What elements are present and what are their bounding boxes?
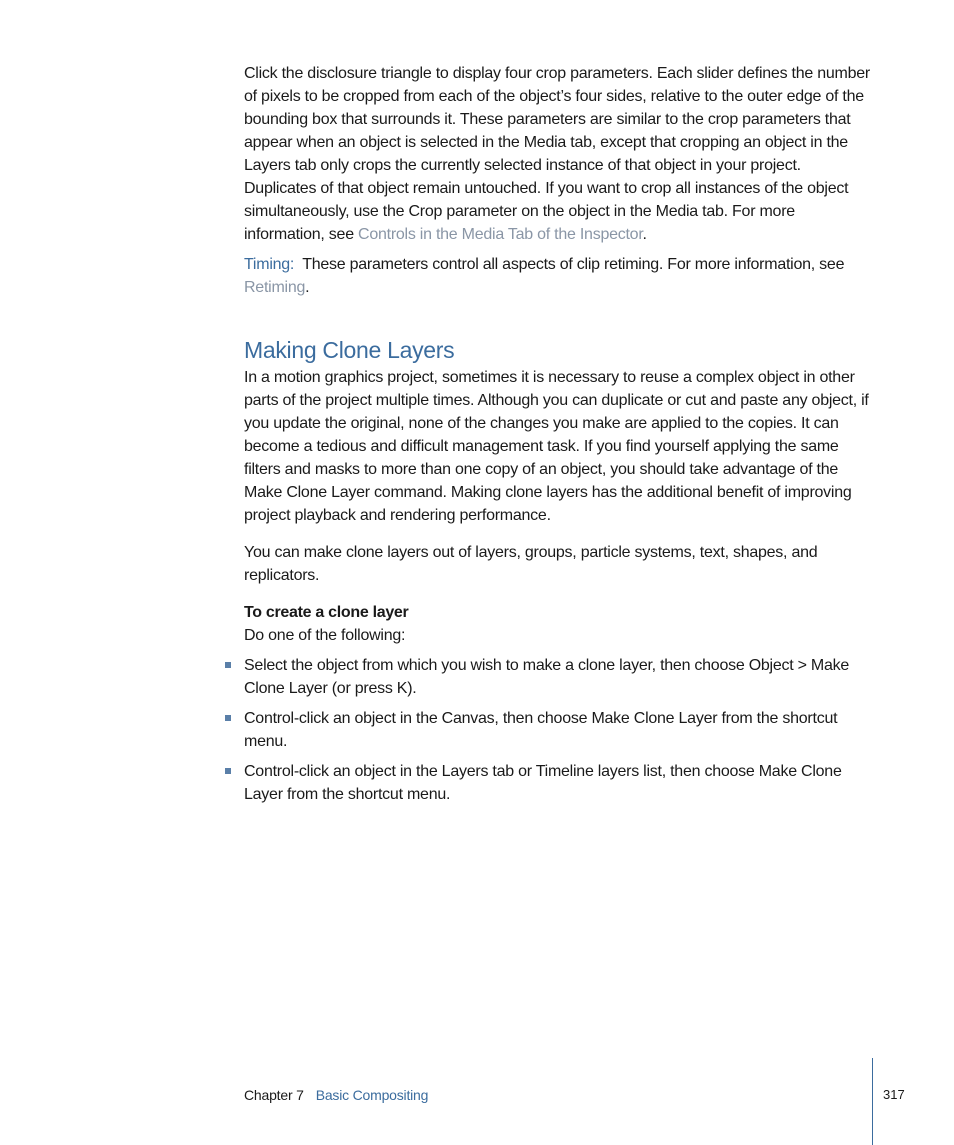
list-item: [244, 760, 876, 806]
replicators-paragraph: You can make clone layers out of layers, groups, particle systems, text, shapes, and replicators.: [244, 544, 818, 584]
bullet-square-icon: [225, 662, 231, 668]
task-steps-list: [244, 654, 876, 806]
footer-divider: [872, 1058, 873, 1145]
bullet-square-icon: [225, 715, 231, 721]
media-tab-controls-link[interactable]: Controls in the Media Tab of the Inspector: [358, 226, 643, 243]
task-lead: Do one of the following:: [244, 627, 406, 644]
list-item: [244, 654, 876, 700]
crop-paragraph-end: .: [642, 226, 647, 243]
intro-paragraph: In a motion graphics project, sometimes it is necessary to reuse a complex object in other parts of the project multiple times. Although you can duplicate or cut and paste any object, if you update the original, none of the changes you make are applied to the copies. It can become a tedious and difficult management task. If you find yourself applying the same filters and masks to more than one copy of an object, you should take advantage of the Make Clone Layer command. Making clone layers has the additional benefit of improving project playback and rendering performance.: [244, 369, 869, 524]
list-item-text: Control-click an object in the Canvas, then choose Make Clone Layer from the shortcut menu.: [244, 710, 838, 750]
section-heading: Making Clone Layers: [244, 337, 455, 363]
page-footer: [244, 1086, 428, 1104]
list-item: [244, 707, 876, 753]
page-number: 317: [883, 1087, 905, 1102]
list-item-text: Control-click an object in the Layers tab or Timeline layers list, then choose Make Clone Layer from the shortcut menu.: [244, 763, 842, 803]
bullet-square-icon: [225, 768, 231, 774]
crop-paragraph-text: Click the disclosure triangle to display four crop parameters. Each slider defines the number of pixels to be cropped from each of the object’s four sides, relative to the outer edge of the bounding box that surrounds it. These parameters are similar to the crop parameters that appear when an object is selected in the Media tab, except that cropping an object in the Layers tab only crops the currently selected instance of that object in your project. Duplicates of that object remain untouched. If you want to crop all instances of the object simultaneously, use the Crop parameter on the object in the Media tab. For more information, see: [244, 65, 870, 243]
timing-term: Timing:: [244, 256, 295, 273]
task-title: To create a clone layer: [244, 604, 409, 621]
retiming-link[interactable]: Retiming: [244, 279, 306, 296]
list-item-text: Select the object from which you wish to make a clone layer, then choose Object > Make Clone Layer (or press K).: [244, 657, 850, 697]
timing-paragraph-text: These parameters control all aspects of clip retiming. For more information, see: [294, 256, 849, 273]
footer-chapter: Chapter 7: [244, 1087, 304, 1103]
timing-paragraph: [244, 253, 876, 299]
timing-paragraph-end: .: [305, 279, 310, 296]
crop-paragraph: [244, 62, 876, 246]
page-content: [244, 62, 876, 813]
footer-section-link[interactable]: Basic Compositing: [315, 1087, 429, 1103]
